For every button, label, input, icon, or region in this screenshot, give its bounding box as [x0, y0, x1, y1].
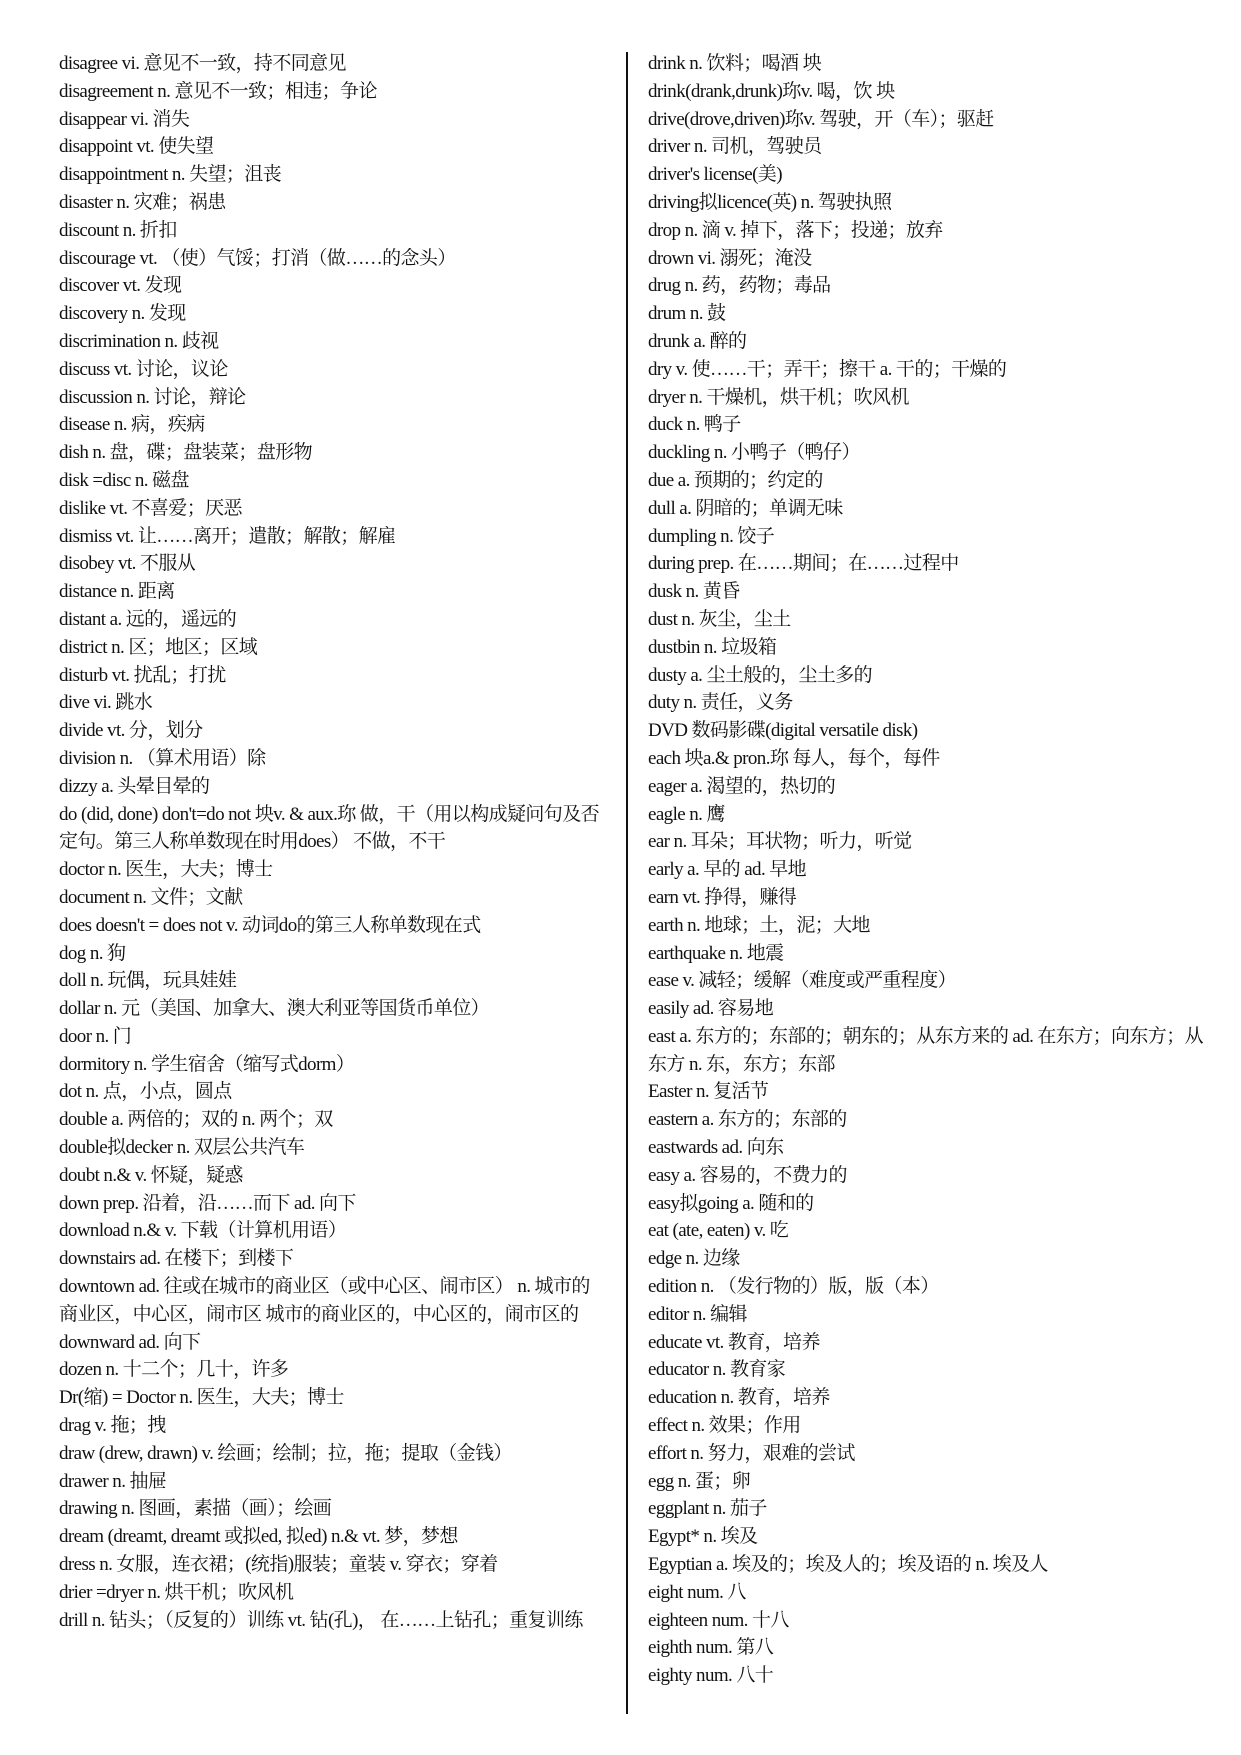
vocab-entry: easily ad. 容易地 — [648, 998, 774, 1020]
vocab-entry: dog n. 狗 — [59, 942, 126, 964]
vocab-entry: drag v. 拖；拽 — [59, 1415, 166, 1437]
vocab-entry: driver n. 司机，驾驶员 — [648, 136, 822, 158]
vocab-entry: egg n. 蛋；卵 — [648, 1470, 751, 1492]
vocab-entry: discussion n. 讨论，辩论 — [59, 386, 246, 408]
vocab-entry: document n. 文件；文献 — [59, 886, 243, 908]
vocab-entry: drill n. 钻头；（反复的）训练 vt. 钻(孔)， 在……上钻孔；重复训练 — [59, 1609, 583, 1631]
vocab-entry: discrimination n. 歧视 — [59, 330, 219, 352]
vocab-entry: eagle n. 鹰 — [648, 803, 725, 825]
vocab-entry: DVD 数码影碟(digital versatile disk) — [648, 720, 918, 742]
vocab-entry: dot n. 点，小点，圆点 — [59, 1081, 232, 1103]
vocab-entry: educate vt. 教育，培养 — [648, 1331, 820, 1353]
vocab-entry: Easter n. 复活节 — [648, 1081, 769, 1103]
vocab-entry: downtown ad. 往或在城市的商业区（或中心区、闹市区） n. 城市的商业区，中心区，闹市区 城市的商业区的，中心区的，闹市区的 — [59, 1276, 590, 1325]
vocab-entry: draw (drew, drawn) v. 绘画；绘制；拉，拖；提取（金钱） — [59, 1442, 512, 1464]
vocab-entry: dumpling n. 饺子 — [648, 525, 775, 547]
vocab-entry: dust n. 灰尘，尘土 — [648, 608, 791, 630]
vocab-entry: dormitory n. 学生宿舍（缩写式dorm） — [59, 1053, 355, 1075]
vocab-entry: dustbin n. 垃圾箱 — [648, 636, 777, 658]
vocab-entry: doll n. 玩偶，玩具娃娃 — [59, 970, 237, 992]
vocab-entry: drawer n. 抽屉 — [59, 1470, 167, 1492]
vocab-entry: district n. 区；地区；区域 — [59, 636, 258, 658]
vocab-entry: dozen n. 十二个；几十，许多 — [59, 1359, 289, 1381]
vocab-entry: dive vi. 跳水 — [59, 692, 153, 714]
vocab-entry: duck n. 鸭子 — [648, 414, 741, 436]
vocab-entry: educator n. 教育家 — [648, 1359, 786, 1381]
vocab-entry: disobey vt. 不服从 — [59, 553, 196, 575]
vocab-entry: double a. 两倍的；双的 n. 两个；双 — [59, 1109, 333, 1131]
vocab-entry: during prep. 在……期间；在……过程中 — [648, 553, 959, 575]
vocab-entry: Egyptian a. 埃及的；埃及人的；埃及语的 n. 埃及人 — [648, 1554, 1048, 1576]
vocab-entry: Dr(缩) = Doctor n. 医生，大夫；博士 — [59, 1387, 344, 1409]
vocab-entry: doubt n.& v. 怀疑，疑惑 — [59, 1164, 243, 1186]
vocab-entry: disappear vi. 消失 — [59, 108, 190, 130]
vocab-entry: down prep. 沿着，沿……而下 ad. 向下 — [59, 1192, 356, 1214]
vocab-entry: does doesn't = does not v. 动词do的第三人称单数现在式 — [59, 914, 481, 936]
vocab-entry: dislike vt. 不喜爱；厌恶 — [59, 497, 242, 519]
vocab-entry: drunk a. 醉的 — [648, 330, 747, 352]
vocab-entry: easy拟going a. 随和的 — [648, 1192, 814, 1214]
vocab-entry: effort n. 努力，艰难的尝试 — [648, 1442, 855, 1464]
vocab-entry: disk =disc n. 磁盘 — [59, 469, 189, 491]
vocab-entry: distant a. 远的，遥远的 — [59, 608, 237, 630]
vocab-entry: ease v. 减轻；缓解（难度或严重程度） — [648, 970, 957, 992]
vocab-entry: divide vt. 分，划分 — [59, 720, 203, 742]
vocab-entry: earthquake n. 地震 — [648, 942, 784, 964]
vocab-entry: drink n. 饮料；喝酒 坱 — [648, 53, 822, 74]
vocab-entry: eggplant n. 茄子 — [648, 1498, 767, 1520]
vocab-entry: early a. 早的 ad. 早地 — [648, 859, 807, 881]
vocab-entry: drawing n. 图画，素描（画）；绘画 — [59, 1498, 332, 1520]
vocab-entry: drink(drank,drunk)珎v. 喝，饮 坱 — [648, 80, 895, 102]
vocab-entry: drop n. 滴 v. 掉下，落下；投递；放弃 — [648, 219, 943, 241]
vocab-entry: drive(drove,driven)珎v. 驾驶，开（车）；驱赶 — [648, 108, 994, 130]
vocab-entry: drier =dryer n. 烘干机；吹风机 — [59, 1581, 294, 1603]
vocab-entry: doctor n. 医生，大夫；博士 — [59, 859, 273, 881]
vocab-entry: dollar n. 元（美国、加拿大、澳大利亚等国货币单位） — [59, 998, 490, 1020]
vocab-entry: dish n. 盘，碟；盘装菜；盘形物 — [59, 442, 313, 464]
vocab-entry: edition n. （发行物的）版，版（本） — [648, 1276, 939, 1298]
vocab-entry: disagreement n. 意见不一致；相违；争论 — [59, 80, 377, 102]
vocab-entry: dry v. 使……干；弄干；擦干 a. 干的；干燥的 — [648, 358, 1007, 380]
vocab-entry: disappoint vt. 使失望 — [59, 136, 214, 158]
vocab-entry: Egypt* n. 埃及 — [648, 1526, 758, 1548]
vocab-entry: dull a. 阴暗的；单调无味 — [648, 497, 843, 519]
vocab-entry: eager a. 渴望的，热切的 — [648, 775, 836, 797]
vocab-entry: duckling n. 小鸭子（鸭仔） — [648, 442, 860, 464]
vocab-entry: discount n. 折扣 — [59, 219, 177, 241]
vocab-entry: drown vi. 溺死；淹没 — [648, 247, 812, 269]
vocab-entry: division n. （算术用语）除 — [59, 747, 266, 769]
vocab-entry: earth n. 地球；土，泥；大地 — [648, 914, 870, 936]
left-column — [59, 50, 604, 1634]
vocab-entry: eighteen num. 十八 — [648, 1609, 789, 1631]
vocab-entry: disagree vi. 意见不一致，持不同意见 — [59, 53, 346, 74]
vocab-entry: discovery n. 发现 — [59, 303, 186, 325]
vocab-entry: driver's license(美) — [648, 164, 782, 186]
vocab-entry: effect n. 效果；作用 — [648, 1415, 801, 1437]
vocab-entry: disturb vt. 扰乱；打扰 — [59, 664, 226, 686]
vocab-entry: double拟decker n. 双层公共汽车 — [59, 1137, 305, 1159]
vocab-entry: dryer n. 干燥机，烘干机；吹风机 — [648, 386, 909, 408]
vocab-entry: edge n. 边缘 — [648, 1248, 740, 1270]
column-divider — [626, 52, 628, 1714]
vocab-entry: dismiss vt. 让……离开；遣散；解散；解雇 — [59, 525, 396, 547]
vocab-entry: drum n. 鼓 — [648, 303, 726, 325]
vocab-entry: dusk n. 黄昏 — [648, 581, 740, 603]
vocab-entry: each 坱a.& pron.珎 每人，每个，每件 — [648, 747, 940, 769]
vocab-entry: disease n. 病，疾病 — [59, 414, 205, 436]
vocab-entry: discourage vt. （使）气馁；打消（做……的念头） — [59, 247, 456, 269]
vocab-entry: dream (dreamt, dreamt 或拟ed, 拟ed) n.& vt. 梦，梦想 — [59, 1526, 458, 1548]
vocab-entry: eastern a. 东方的；东部的 — [648, 1109, 847, 1131]
vocab-entry: dress n. 女服，连衣裙；(统指)服装；童装 v. 穿衣；穿着 — [59, 1554, 498, 1576]
vocab-entry: driving拟licence(英) n. 驾驶执照 — [648, 191, 892, 213]
vocab-entry: disappointment n. 失望；沮丧 — [59, 164, 282, 186]
vocab-entry: do (did, done) don't=do not 坱v. & aux.珎 做，干（用以构成疑问句及否定句。第三人称单数现在时用does） 不做，不干 — [59, 803, 599, 853]
vocab-entry: duty n. 责任，义务 — [648, 692, 793, 714]
vocab-entry: eighth num. 第八 — [648, 1637, 774, 1659]
vocab-entry: dusty a. 尘土般的，尘土多的 — [648, 664, 873, 686]
vocab-entry: discover vt. 发现 — [59, 275, 182, 297]
vocab-entry: drug n. 药，药物；毒品 — [648, 275, 831, 297]
vocab-entry: education n. 教育，培养 — [648, 1387, 830, 1409]
vocab-entry: earn vt. 挣得，赚得 — [648, 886, 797, 908]
vocab-entry: download n.& v. 下载（计算机用语） — [59, 1220, 347, 1242]
vocab-entry: door n. 门 — [59, 1025, 132, 1047]
vocab-entry: downstairs ad. 在楼下；到楼下 — [59, 1248, 294, 1270]
vocab-entry: discuss vt. 讨论，议论 — [59, 358, 228, 380]
vocab-entry: dizzy a. 头晕目晕的 — [59, 775, 210, 797]
vocab-entry: ear n. 耳朵；耳状物；听力，听觉 — [648, 831, 912, 853]
vocab-entry: disaster n. 灾难；祸患 — [59, 191, 226, 213]
right-column — [648, 50, 1208, 1690]
vocab-entry: eighty num. 八十 — [648, 1665, 774, 1687]
vocab-entry: easy a. 容易的，不费力的 — [648, 1164, 847, 1186]
vocab-entry: due a. 预期的；约定的 — [648, 469, 823, 491]
vocab-entry: downward ad. 向下 — [59, 1331, 201, 1353]
vocab-entry: eat (ate, eaten) v. 吃 — [648, 1220, 789, 1242]
vocab-entry: distance n. 距离 — [59, 581, 175, 603]
vocab-entry: east a. 东方的；东部的；朝东的；从东方来的 ad. 在东方；向东方；从东方 n. 东，东方；东部 — [648, 1025, 1204, 1075]
vocab-entry: eight num. 八 — [648, 1581, 746, 1603]
vocab-entry: editor n. 编辑 — [648, 1303, 747, 1325]
vocab-entry: eastwards ad. 向东 — [648, 1137, 784, 1159]
